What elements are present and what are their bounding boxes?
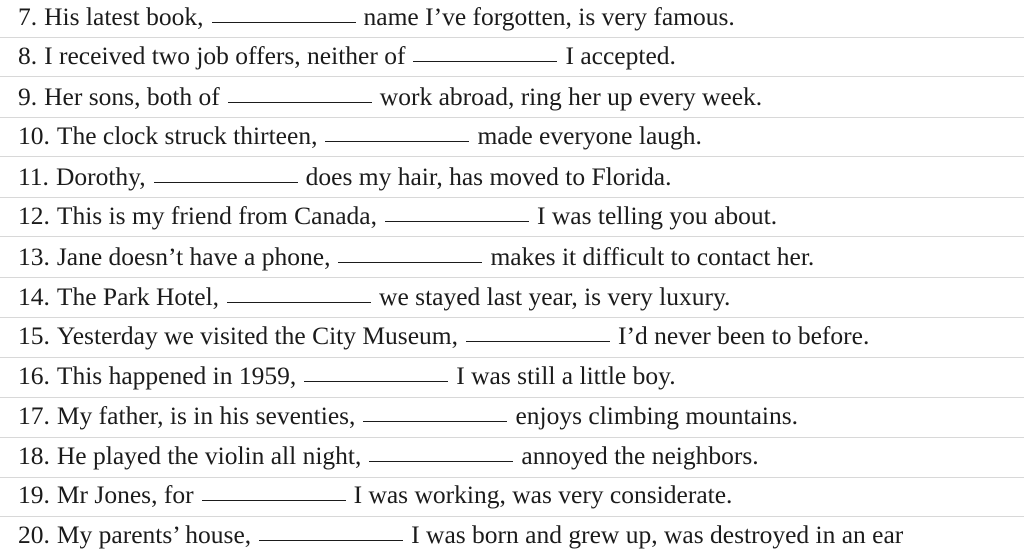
exercise-item-15: [18, 317, 1024, 355]
sentence-start: I received two job offers, neither of: [44, 41, 406, 70]
sentence-start: Her sons, both of: [44, 82, 220, 111]
answer-blank[interactable]: [363, 420, 507, 422]
exercise-item-8: [18, 37, 1024, 75]
exercise-item-18: [18, 437, 1024, 475]
sentence-start: Mr Jones, for: [56, 480, 194, 509]
sentence-end: I was still a little boy.: [456, 361, 676, 390]
sentence-end: made everyone laugh.: [477, 121, 702, 150]
answer-blank[interactable]: [202, 499, 346, 501]
sentence-start: Jane doesn’t have a phone,: [56, 242, 331, 271]
sentence-end: I was born and grew up, was destroyed in an ear: [411, 520, 904, 549]
sentence-end: I was working, was very considerate.: [353, 480, 733, 509]
exercise-item-20: [18, 516, 1024, 554]
item-number: 10.: [18, 121, 50, 150]
exercise-item-9: [18, 78, 1024, 116]
item-number: 15.: [18, 321, 50, 350]
answer-blank[interactable]: [259, 539, 403, 541]
answer-blank[interactable]: [304, 380, 448, 382]
exercise-item-7: [18, 0, 1024, 36]
sentence-end: I’d never been to before.: [618, 321, 870, 350]
item-number: 9.: [18, 82, 38, 111]
sentence-start: The Park Hotel,: [56, 282, 220, 311]
item-number: 7.: [18, 2, 38, 31]
sentence-start: He played the violin all night,: [56, 441, 362, 470]
sentence-start: My father, is in his seventies,: [56, 401, 356, 430]
item-number: 11.: [18, 162, 49, 191]
sentence-start: My parents’ house,: [56, 520, 252, 549]
answer-blank[interactable]: [212, 21, 356, 23]
exercise-item-14: [18, 278, 1024, 316]
row-divider: [0, 236, 1024, 237]
sentence-start: His latest book,: [44, 2, 204, 31]
sentence-end: does my hair, has moved to Florida.: [305, 162, 672, 191]
sentence-end: enjoys climbing mountains.: [515, 401, 799, 430]
item-number: 16.: [18, 361, 50, 390]
answer-blank[interactable]: [227, 301, 371, 303]
row-divider: [0, 76, 1024, 77]
sentence-end: annoyed the neighbors.: [521, 441, 759, 470]
item-number: 13.: [18, 242, 50, 271]
answer-blank[interactable]: [154, 181, 298, 183]
answer-blank[interactable]: [325, 140, 469, 142]
answer-blank[interactable]: [413, 60, 557, 62]
sentence-end: we stayed last year, is very luxury.: [379, 282, 731, 311]
item-number: 18.: [18, 441, 50, 470]
sentence-end: name I’ve forgotten, is very famous.: [363, 2, 735, 31]
answer-blank[interactable]: [369, 460, 513, 462]
item-number: 8.: [18, 41, 38, 70]
sentence-end: I accepted.: [565, 41, 676, 70]
sentence-end: I was telling you about.: [536, 201, 778, 230]
sentence-end: makes it difficult to contact her.: [490, 242, 815, 271]
sentence-start: Dorothy,: [55, 162, 146, 191]
row-divider: [0, 156, 1024, 157]
sentence-end: work abroad, ring her up every week.: [379, 82, 763, 111]
exercise-item-10: [18, 117, 1024, 155]
item-number: 19.: [18, 480, 50, 509]
item-number: 14.: [18, 282, 50, 311]
exercise-item-17: [18, 397, 1024, 435]
answer-blank[interactable]: [466, 340, 610, 342]
answer-blank[interactable]: [228, 101, 372, 103]
exercise-item-12: [18, 197, 1024, 235]
item-number: 12.: [18, 201, 50, 230]
item-number: 20.: [18, 520, 50, 549]
sentence-start: This happened in 1959,: [56, 361, 297, 390]
exercise-item-19: [18, 476, 1024, 514]
sentence-start: The clock struck thirteen,: [56, 121, 318, 150]
item-number: 17.: [18, 401, 50, 430]
exercise-item-16: [18, 357, 1024, 395]
exercise-item-13: [18, 238, 1024, 276]
sentence-start: This is my friend from Canada,: [56, 201, 377, 230]
exercise-item-11: [18, 158, 1024, 196]
sentence-start: Yesterday we visited the City Museum,: [56, 321, 459, 350]
answer-blank[interactable]: [385, 220, 529, 222]
answer-blank[interactable]: [338, 261, 482, 263]
